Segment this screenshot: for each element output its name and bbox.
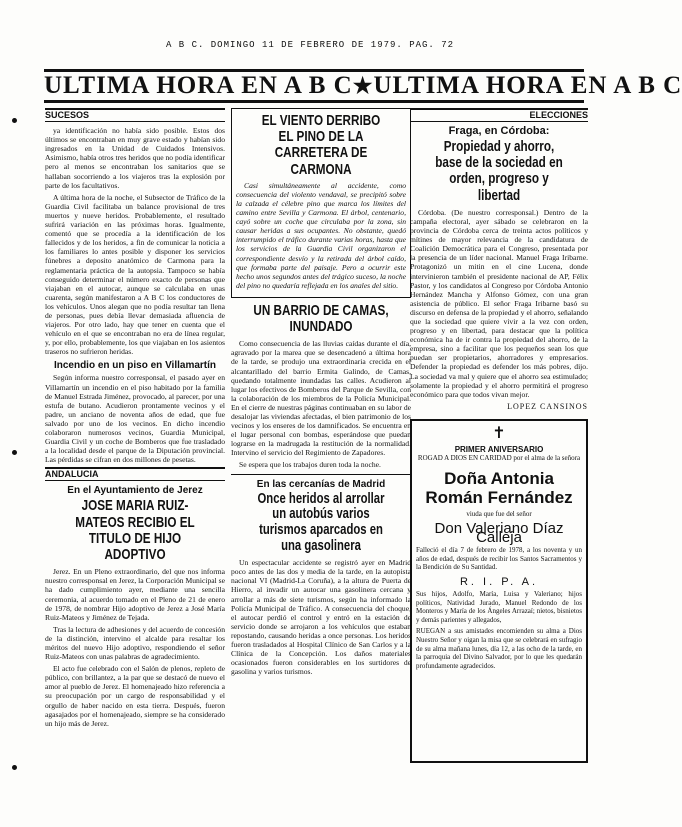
- headline-autobus: Once heridos al arrollar un autobús varios turismos aparcados en una gasolinera: [257, 490, 385, 554]
- paragraph: Jerez. En un Pleno extraordinario, del que nos informa nuestro corresponsal en Jerez, la Corporación Municipal se ha dado cumplimiento ayer, mediante una sencilla ceremonia, al acuerdo tomado en el Pleno de 21 de enero de 1978, de nombrar Hijo adoptivo de Jerez a José María Ruiz-Mateos y Jiménez de Tejada.: [45, 567, 225, 622]
- headline-pino: EL VIENTO DERRIBO EL PINO DE LA CARRETERA DE CARMONA: [261, 112, 381, 178]
- margin-dot: [12, 118, 17, 123]
- paragraph: Córdoba. (De nuestro corresponsal.) Dentro de la campaña electoral, ayer sábado se celebraron en la provincia de Córdoba cerca de treinta actos políticos y mítines de mayor relevancia de la candidatura de Coalición Democrática para el Congreso, presentada por la presencia de un líder nacional. Manuel Fraga Iribarne. Protagonizó un mitin en el cine Lucena, donde intervinieron también el presidente nacional de AP, Félix Pastor, y los candidatos al Congreso por Córdoba Antonio Hernández Mancha y Alfonso Gómez, con una gran asistencia de público. El señor Fraga Iribarne basó su discurso en defensa de la propiedad y el ahorro, señalando que la sociedad que quiere vivir a la vez con orden, progreso y en libertad, para destacar que la política económica ha de ir contra la propiedad del ahorro, de la empresa, sino a facilitar que los pequeños sean los que puedan ser propietarios, ahorradores y empresarios. Defender la propiedad es defender los más pobres, dijo. La sociedad va mal y quiere que el ahorro sea estimulado; solamente la propiedad y el ahorro permitirá el progreso económico para que todos vivan mejor.: [410, 207, 588, 399]
- margin-dot: [12, 450, 17, 455]
- pino-box: [231, 108, 411, 298]
- byline: LOPEZ CANSINOS: [507, 401, 588, 411]
- paragraph: Casi simultáneamente al accidente, como consecuencia del violento vendaval, se precipitó sobre la calzada el célebre pino que marca los límites del camino entre Sevilla y Carmona. El árbol, centenario, cayó sobre un coche que circulaba por la zona, sin causar heridas a sus ocupantes. No obstante, quedó interrumpido el tráfico durante varias horas, hasta que los servicios de la Guardia Civil organizaron el correspondiente desvío y la retirada del árbol caído, que formaba parte del paisaje. Pero a ocurrir este hecho unos segundos antes del trágico suceso, la noche del pino no quedaría reflejada en los anales del sitio.: [236, 180, 406, 290]
- headline-camas: UN BARRIO DE CAMAS, INUNDADO: [253, 301, 389, 336]
- obit-husband: Don Valeriano Díaz Calleja: [434, 520, 564, 547]
- divider: [231, 474, 411, 475]
- column-sucesos: [45, 108, 225, 808]
- cross-icon: ✝: [492, 424, 506, 442]
- obit-viuda: viuda que fue del señor: [466, 509, 532, 518]
- paragraph: ya identificación no había sido posible. Estos dos últimos se encontraban en muy grave estado y habían sido ingresados en la Unidad de Cuidados Intensivos. Asimismo, había otros tres heridos que no podía identificar pero al menos se encontraban los sanitarios que se hallaban socorriendo a los viajeros tras la explosión por parte de los facultativos.: [45, 126, 225, 190]
- obituary: [410, 419, 588, 763]
- obit-family: Sus hijos, Adolfo, María, Luisa y Valeriano; hijos políticos, Natividad Jurado, Manuel Redondo de los Monteros y María de los Ángeles Arrazaí; nietos, bisnietos y demás parientes y allegados,: [416, 590, 582, 624]
- paragraph: A última hora de la noche, el Subsector de Tráfico de la Guardia Civil facilitaba un balance provisional de tres muertos y nueve heridos. Probablemente, el resultado sufrirá variación en las próximas horas. Igualmente, comentó que se procedía a la identificación de los fallecidos y de los heridos, a fin de comunicar la noticia a los familiares lo antes posible y disponer los servicios fúnebres a deposito anatómico de Carmona para la reglamentaria práctica de la autopsia. Tampoco se había conseguido determinar el número exacto de personas que viajaban en el autocar, aunque se calculaba en unas cuarenta, según manifestaron a A B C los conductores de los vehículos. Unos alegan que no podía resultar tan llena de personas, pues debía llevar demasiada afluencia de viajeros. Por otro lado, hay que tener en cuenta que el vehículo en el que se encontraban no era de línea regular, y, por ello, probablemente, los que viajaban en los asientos traseros no sufrieron heridas.: [45, 192, 225, 357]
- headline-incendio: Incendio en un piso en Villamartín: [53, 360, 217, 372]
- obit-rogad: ROGAD A DIOS EN CARIDAD por el alma de la señora: [417, 454, 581, 462]
- obit-falleció: Falleció el día 7 de febrero de 1978, a los noventa y un años de edad, después de recibir los Santos Sacramentos y la Bendición de Su Santidad.: [416, 546, 582, 572]
- obit-name: Doña Antonia Román Fernández: [425, 468, 573, 507]
- headline-madrid: En las cercanías de Madrid: [256, 478, 386, 490]
- ultima-hora-banner: [44, 69, 682, 103]
- paragraph: Un espectacular accidente se registró ayer en Madrid poco antes de las dos y media de la tarde, en la autopista nacional VI (Madrid-La Coruña), a la altura de Puerta de Hierro, al invadir un autocar una gasolinera cercana y arrollar a más de siete turismos, según ha informado la Policía Municipal de Tráfico. A consecuencia del choque, el autocar perdió el control y entró en la estación de servicio donde se arrojaron a los vehículos que estaban repostando, causando heridas a once personas. Los heridos fueron trasladados al Hospital Clínico de San Carlos y a la Clínica de la Concepción. Los daños materiales ocasionados fueron considerables en los surtidores de gasolina y varios turismos.: [231, 558, 411, 677]
- section-elecciones: ELECCIONES: [410, 108, 588, 122]
- star-icon: ★: [352, 73, 374, 98]
- headline-ruiz-mateos: JOSE MARIA RUIZ-MATEOS RECIBIO EL TITULO DE HIJO ADOPTIVO: [75, 497, 195, 564]
- section-sucesos: SUCESOS: [45, 108, 225, 122]
- margin-dot: [12, 765, 17, 770]
- obit-ripa: R. I. P. A.: [459, 575, 539, 588]
- column-elecciones: [410, 108, 588, 808]
- headline-jerez: En el Ayuntamiento de Jerez: [67, 485, 203, 497]
- headline-fraga: Fraga, en Córdoba:: [448, 125, 550, 138]
- obit-ruegan: RUEGAN a sus amistades encomienden su alma a Dios Nuestro Señor y oigan la misa que se celebrará en sufragio de su alma mañana lunes, día 12, a las ocho de la tarde, en la parroquia del Divino Salvador, por lo que les quedarán profundamente agradecidos.: [416, 627, 582, 670]
- page-header: A B C. DOMINGO 11 DE FEBRERO DE 1979. PAG. 72: [165, 40, 455, 50]
- section-andalucia: ANDALUCIA: [45, 467, 225, 481]
- paragraph: Como consecuencia de las lluvias caídas durante el día, agravado por la marea que se desencadenó a última hora de la tarde, se produjo una extraordinaria crecida en el alcantarillado del barrio Ermita Galindo, de Camas, quedando totalmente inundadas las calles. Acudieron al lugar los efectivos de Bomberos del Parque de Sevilla, con la colaboración de los miembros de la Policía Municipal. En el cierre de nuestras páginas continuaban en su labor de desalojar las viviendas afectadas, el bien patrimonio de los vecinos y los enseres de los damnificados. Se encuentra en el lugar personal con bombas, esperándose que puedan lograrse en la madrugada la restitución de la normalidad. Intervino el servicio del Regimiento de Zapadores.: [231, 339, 411, 458]
- paragraph: Se espera que los trabajos duren toda la noche.: [239, 460, 381, 470]
- obit-anniversary: PRIMER ANIVERSARIO: [454, 444, 544, 454]
- paragraph: El acto fue celebrado con el Salón de plenos, repleto de público, con brillantez, a la par que se destacó de nuevo el amor al pueblo de Jerez. El homenajeado hizo referencia a su preocupación por un cargo de responsabilidad y el orgullo de haber nacido en esta tierra. Después, fueron agasajados por el homenajeado, siempre se ha considerado un hijo más de Jerez.: [45, 664, 225, 728]
- headline-propiedad: Propiedad y ahorro, base de la sociedad en orden, progreso y libertad: [435, 138, 563, 204]
- banner-right: ULTIMA HORA EN A B C: [373, 72, 682, 99]
- column-center: [231, 108, 411, 808]
- paragraph: Tras la lectura de adhesiones y del acuerdo de concesión de la distinción, intervino el alcalde para resaltar los méritos del nuevo Hijo adoptivo, respondiendo el señor Ruiz-Mateos con unas palabras de agradecimiento.: [45, 624, 225, 662]
- paragraph: Según informa nuestro corresponsal, el pasado ayer en Villamartín un incendio en el piso habitado por la familia de Manuel Estrada Jiménez, provocado, al parecer, por una estufa de butano. Acudieron prontamente vecinos y el padre, un anciano de noventa años de edad, que fue salvado por uno de los vecinos. En dicho incendio colaboraron numerosos vecinos, Guardia Municipal, Guardia Civil y un coche de Bomberos que fue trasladado a la localidad desde el parque de la Diputación provincial. Las pérdidas se cifran en dos millones de pesetas.: [45, 373, 225, 465]
- banner-left: ULTIMA HORA EN A B C: [44, 72, 353, 99]
